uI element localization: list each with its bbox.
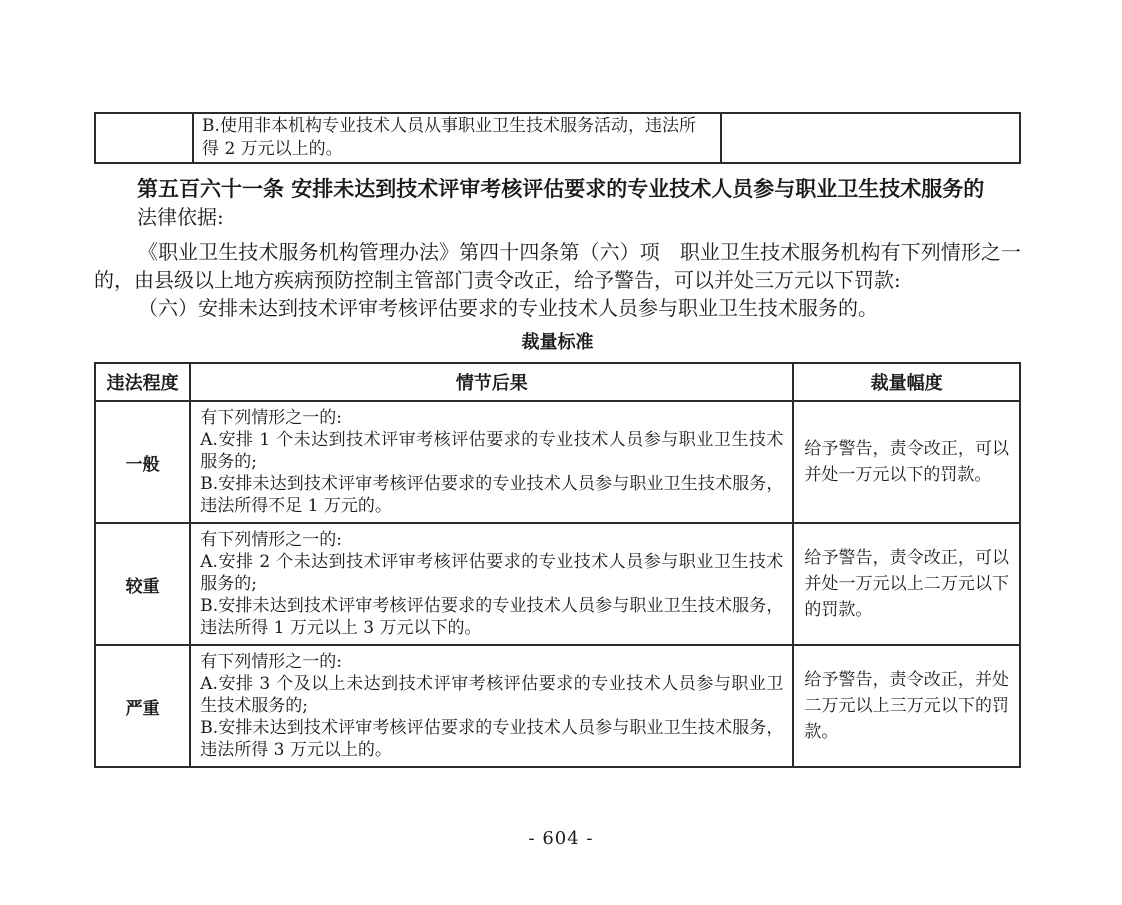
header-discretion-range: 裁量幅度 (793, 363, 1020, 401)
consequence-line: A.安排 1 个未达到技术评审考核评估要求的专业技术人员参与职业卫生技术服务的; (200, 430, 784, 472)
consequence-line: B.安排未达到技术评审考核评估要求的专业技术人员参与职业卫生技术服务，违法所得不足 1 万元的。 (200, 474, 784, 516)
range-cell: 给予警告，责令改正，可以并处一万元以上二万元以下的罚款。 (793, 523, 1020, 645)
table-row-relatively-serious (95, 523, 1020, 645)
consequence-line: 有下列情形之一的: (200, 408, 342, 428)
table-row-serious (95, 645, 1020, 767)
degree-cell: 较重 (95, 523, 190, 645)
consequence-cell (190, 401, 793, 523)
discretion-table (94, 362, 1021, 768)
consequence-line: A.安排 3 个及以上未达到技术评审考核评估要求的专业技术人员参与职业卫生技术服务的; (200, 674, 784, 716)
consequence-line: B.安排未达到技术评审考核评估要求的专业技术人员参与职业卫生技术服务，违法所得 3 万元以上的。 (200, 718, 784, 760)
consequence-line: B.安排未达到技术评审考核评估要求的专业技术人员参与职业卫生技术服务，违法所得 1 万元以上 3 万元以下的。 (200, 596, 784, 638)
consequence-line: A.安排 2 个未达到技术评审考核评估要求的专业技术人员参与职业卫生技术服务的; (200, 552, 784, 594)
consequence-cell (190, 523, 793, 645)
legal-item-paragraph: （六）安排未达到技术评审考核评估要求的专业技术人员参与职业卫生技术服务的。 (138, 296, 878, 320)
article-heading (94, 175, 1021, 231)
range-cell: 给予警告，责令改正，可以并处一万元以下的罚款。 (793, 401, 1020, 523)
article-title: 第五百六十一条 安排未达到技术评审考核评估要求的专业技术人员参与职业卫生技术服务的 (137, 176, 985, 201)
continuation-table (94, 112, 1021, 164)
range-cell: 给予警告，责令改正，并处二万元以上三万元以下的罚款。 (793, 645, 1020, 767)
continuation-cell-degree (95, 113, 193, 163)
degree-cell: 严重 (95, 645, 190, 767)
consequence-line: 有下列情形之一的: (200, 652, 342, 672)
consequence-line: 有下列情形之一的: (200, 530, 342, 550)
header-violation-degree: 违法程度 (95, 363, 190, 401)
header-circumstance-consequence: 情节后果 (190, 363, 793, 401)
document-page (0, 112, 1122, 905)
page-content (94, 112, 1021, 768)
degree-cell: 一般 (95, 401, 190, 523)
page-number: - 604 - (528, 828, 594, 849)
continuation-cell-range (721, 113, 1020, 163)
table-row (95, 113, 1020, 163)
table-header-row (95, 363, 1020, 401)
article-title-suffix: 法律依据: (137, 205, 224, 229)
discretion-table-title: 裁量标准 (521, 332, 594, 353)
legal-basis-paragraph: 《职业卫生技术服务机构管理办法》第四十四条第（六）项 职业卫生技术服务机构有下列情形之一的，由县级以上地方疾病预防控制主管部门责令改正，给予警告，可以并处三万元以下罚款: (94, 240, 1021, 292)
consequence-cell (190, 645, 793, 767)
continuation-cell-consequence: B.使用非本机构专业技术人员从事职业卫生技术服务活动，违法所得 2 万元以上的。 (193, 113, 721, 163)
table-row-general (95, 401, 1020, 523)
